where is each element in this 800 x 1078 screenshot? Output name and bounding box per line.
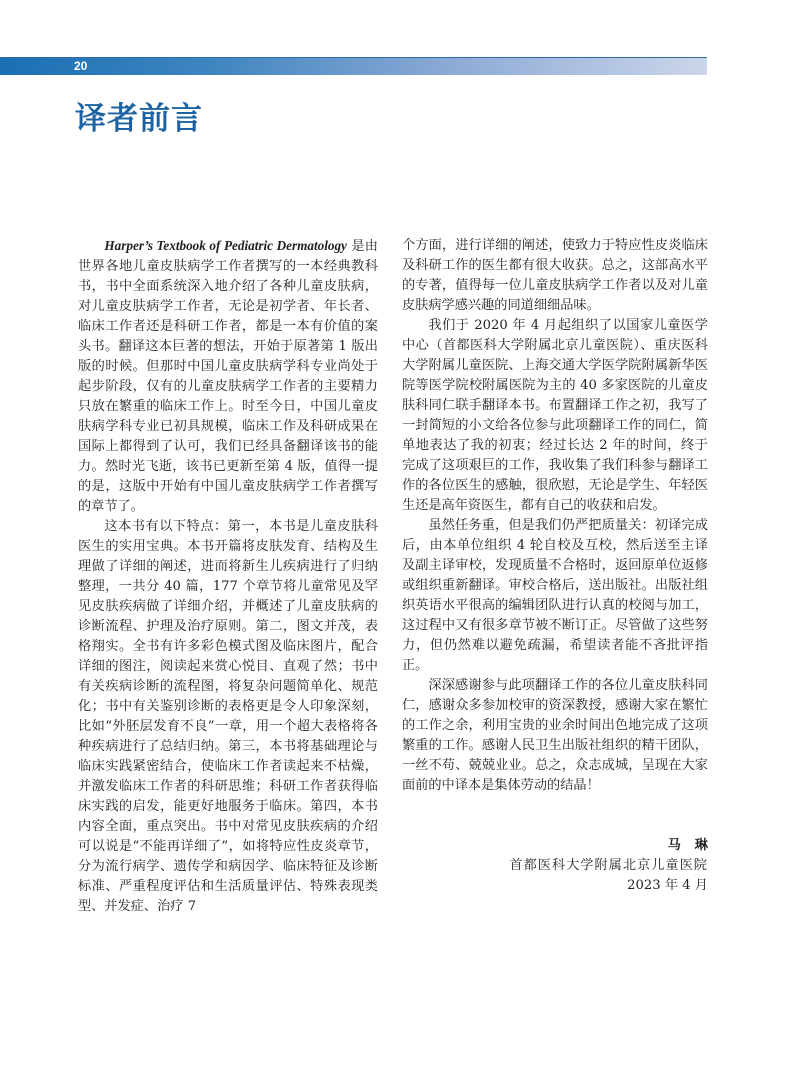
signature-date: 2023 年 4 月 bbox=[627, 878, 708, 893]
signature-name: 马琳 bbox=[667, 838, 722, 853]
header-bar bbox=[0, 57, 707, 75]
page-number: 20 bbox=[74, 59, 88, 73]
signature-block bbox=[402, 836, 722, 896]
paragraph: 虽然任务重，但是我们仍严把质量关：初译完成后，由本单位组织 4 轮自校及互校，然后送至主译及副主译审校，发现质量不合格时，返回原单位返修或组织重新翻译。审校合格后，送出版社。出版社组织英语水平很高的编辑团队进行认真的校阅与加工，这过程中又有很多章节被不断订正。尽管做了这些努力，但仍然难以避免疏漏，希望读者能不吝批评指正。 bbox=[402, 518, 708, 673]
paragraph: 深深感谢参与此项翻译工作的各位儿童皮肤科同仁，感谢众多参加校审的资深教授，感谢大家在繁忙的工作之余，利用宝贵的业余时间出色地完成了这项繁重的工作。感谢人民卫生出版社组织的精干团队，一丝不苟、兢兢业业。总之，众志成城，呈现在大家面前的中译本是集体劳动的结晶！ bbox=[402, 678, 708, 793]
paragraph: 我们于 2020 年 4 月起组织了以国家儿童医学中心（首都医科大学附属北京儿童医院）、重庆医科大学附属儿童医院、上海交通大学医学院附属新华医院等医学院校附属医院为主的 40 多家医院的儿童皮肤科同仁联手翻译本书。布置翻译工作之初，我写了一封简短的小文给各位参与此项翻译工作的同仁，简单地表达了我的初衷；经过长达 2 年的时间，终于完成了这项艰巨的工作，我收集了我们科参与翻译工作的各位医生的感触，很欣慰，无论是学生、年轻医生还是高年资医生，都有自己的收获和启发。 bbox=[402, 318, 708, 513]
paragraph: 个方面，进行详细的阐述，使致力于特应性皮炎临床及科研工作的医生都有很大收获。总之，这部高水平的专著，值得每一位儿童皮肤病学工作者以及对儿童皮肤病学感兴趣的同道细细品味。 bbox=[402, 238, 708, 313]
signature-organization: 首都医科大学附属北京儿童医院 bbox=[509, 858, 708, 873]
page-title: 译者前言 bbox=[75, 101, 203, 137]
book-title: Harper’s Textbook of Pediatric Dermatology bbox=[104, 238, 347, 253]
right-column bbox=[402, 236, 708, 796]
paragraph: 这本书有以下特点：第一，本书是儿童皮肤科医生的实用宝典。本书开篇将皮肤发育、结构及生理做了详细的阐述，进而将新生儿疾病进行了归纳整理，一共分 40 篇，177 个章节将儿童常见及罕见皮肤疾病做了详细介绍，并概述了儿童皮肤病的诊断流程、护理及治疗原则。第二，图文并茂，表格翔实。全书有许多彩色模式图及临床图片，配合详细的图注，阅读起来赏心悦目、直观了然；书中有关疾病诊断的流程图，将复杂问题简单化、规范化；书中有关鉴别诊断的表格更是令人印象深刻，比如“外胚层发育不良”一章，用一个超大表格将各种疾病进行了总结归纳。第三，本书将基础理论与临床实践紧密结合，使临床工作者读起来不枯燥，并激发临床工作者的科研思维；科研工作者获得临床实践的启发，能更好地服务于临床。第四，本书内容全面，重点突出。书中对常见皮肤疾病的介绍可以说是“不能再详细了”，如将特应性皮炎章节，分为流行病学、遗传学和病因学、临床特征及诊断标准、严重程度评估和生活质量评估、特殊表现类型、并发症、治疗 7 bbox=[78, 519, 378, 914]
paragraph: Harper’s Textbook of Pediatric Dermatology 是由世界各地儿童皮肤病学工作者撰写的一本经典教科书，书中全面系统深入地介绍了各种儿童皮肤病，对儿童皮肤病学工作者，无论是初学者、年长者、临床工作者还是科研工作者，都是一本有价值的案头书。翻译这本巨著的想法，开始于原著第 1 版出版的时候。但那时中国儿童皮肤病学科专业尚处于起步阶段，仅有的儿童皮肤病学工作者的主要精力只放在繁重的临床工作上。时至今日，中国儿童皮肤病学科专业已初具规模，临床工作及科研成果在国际上都得到了认可，我们已经具备翻译该书的能力。然时光飞逝，该书已更新至第 4 版，值得一提的是，这版中开始有中国儿童皮肤病学工作者撰写的章节了。 bbox=[78, 238, 378, 514]
left-column bbox=[78, 236, 378, 917]
